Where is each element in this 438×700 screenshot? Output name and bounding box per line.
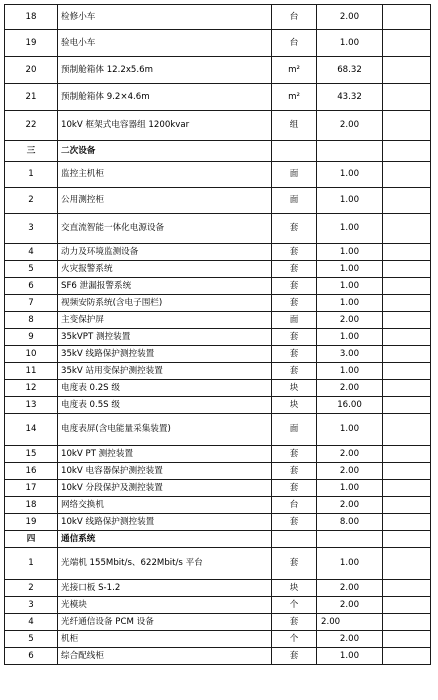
- unit-cell: 台: [272, 30, 317, 57]
- unit-cell: 台: [272, 5, 317, 30]
- item-name-cell: 监控主机柜: [58, 162, 272, 188]
- table-row: [5, 57, 431, 84]
- blank-cell: [383, 30, 431, 57]
- quantity-cell: [317, 531, 383, 548]
- item-name-cell: 10kV 框架式电容器组 1200kvar: [58, 111, 272, 141]
- row-number-cell: 3: [5, 214, 58, 244]
- table-row: [5, 648, 431, 665]
- row-number-cell: 9: [5, 329, 58, 346]
- item-name-cell: 光接口板 S-1.2: [58, 580, 272, 597]
- quantity-cell: 2.00: [317, 614, 383, 631]
- item-name-cell: 预制舱箱体 9.2×4.6m: [58, 84, 272, 111]
- table-row: [5, 295, 431, 312]
- unit-cell: [272, 141, 317, 162]
- blank-cell: [383, 446, 431, 463]
- item-name-cell: 火灾报警系统: [58, 261, 272, 278]
- item-name-cell: 光纤通信设备 PCM 设备: [58, 614, 272, 631]
- unit-cell: 块: [272, 380, 317, 397]
- table-row: [5, 84, 431, 111]
- quantity-cell: 8.00: [317, 514, 383, 531]
- blank-cell: [383, 380, 431, 397]
- unit-cell: 套: [272, 261, 317, 278]
- table-row: [5, 446, 431, 463]
- item-name-cell: 光模块: [58, 597, 272, 614]
- item-name-cell: 验电小车: [58, 30, 272, 57]
- blank-cell: [383, 84, 431, 111]
- quantity-cell: 3.00: [317, 346, 383, 363]
- quantity-cell: 2.00: [317, 5, 383, 30]
- quantity-cell: 2.00: [317, 631, 383, 648]
- quantity-cell: 1.00: [317, 261, 383, 278]
- quantity-cell: 1.00: [317, 244, 383, 261]
- row-number-cell: 2: [5, 580, 58, 597]
- table-row: [5, 162, 431, 188]
- row-number-cell: 1: [5, 162, 58, 188]
- item-name-cell: 公用测控柜: [58, 188, 272, 214]
- table-row: [5, 329, 431, 346]
- row-number-cell: 19: [5, 514, 58, 531]
- table-row: [5, 188, 431, 214]
- unit-cell: 套: [272, 480, 317, 497]
- unit-cell: 个: [272, 597, 317, 614]
- quantity-cell: 1.00: [317, 278, 383, 295]
- item-name-cell: 交直流智能一体化电源设备: [58, 214, 272, 244]
- quantity-cell: 2.00: [317, 446, 383, 463]
- item-name-cell: 35kVPT 测控装置: [58, 329, 272, 346]
- unit-cell: 套: [272, 648, 317, 665]
- item-name-cell: 通信系统: [58, 531, 272, 548]
- quantity-cell: 1.00: [317, 188, 383, 214]
- quantity-cell: 2.00: [317, 463, 383, 480]
- blank-cell: [383, 514, 431, 531]
- table-row: [5, 580, 431, 597]
- blank-cell: [383, 5, 431, 30]
- blank-cell: [383, 397, 431, 414]
- item-name-cell: 机柜: [58, 631, 272, 648]
- item-name-cell: 35kV 站用变保护测控装置: [58, 363, 272, 380]
- blank-cell: [383, 141, 431, 162]
- table-row: [5, 414, 431, 446]
- table-row: [5, 30, 431, 57]
- row-number-cell: 10: [5, 346, 58, 363]
- blank-cell: [383, 278, 431, 295]
- table-row: [5, 214, 431, 244]
- quantity-cell: 2.00: [317, 111, 383, 141]
- row-number-cell: 7: [5, 295, 58, 312]
- table-row: [5, 514, 431, 531]
- unit-cell: 面: [272, 188, 317, 214]
- blank-cell: [383, 614, 431, 631]
- blank-cell: [383, 312, 431, 329]
- table-row: [5, 111, 431, 141]
- quantity-cell: 43.32: [317, 84, 383, 111]
- item-name-cell: 光端机 155Mbit/s、622Mbit/s 平台: [58, 548, 272, 580]
- blank-cell: [383, 548, 431, 580]
- unit-cell: 套: [272, 514, 317, 531]
- blank-cell: [383, 162, 431, 188]
- unit-cell: 块: [272, 397, 317, 414]
- blank-cell: [383, 214, 431, 244]
- quantity-cell: 1.00: [317, 363, 383, 380]
- blank-cell: [383, 480, 431, 497]
- table-row: [5, 480, 431, 497]
- unit-cell: 套: [272, 363, 317, 380]
- item-name-cell: 综合配线柜: [58, 648, 272, 665]
- unit-cell: 套: [272, 278, 317, 295]
- quantity-cell: 1.00: [317, 648, 383, 665]
- row-number-cell: 3: [5, 597, 58, 614]
- row-number-cell: 8: [5, 312, 58, 329]
- item-name-cell: 网络交换机: [58, 497, 272, 514]
- row-number-cell: 2: [5, 188, 58, 214]
- item-name-cell: 动力及环境监测设备: [58, 244, 272, 261]
- table-row: [5, 244, 431, 261]
- unit-cell: 台: [272, 497, 317, 514]
- row-number-cell: 5: [5, 631, 58, 648]
- quantity-cell: 2.00: [317, 380, 383, 397]
- blank-cell: [383, 295, 431, 312]
- table-row: [5, 278, 431, 295]
- unit-cell: 套: [272, 214, 317, 244]
- table-row: [5, 261, 431, 278]
- unit-cell: [272, 531, 317, 548]
- quantity-cell: 1.00: [317, 214, 383, 244]
- item-name-cell: SF6 泄漏报警系统: [58, 278, 272, 295]
- item-name-cell: 35kV 线路保护测控装置: [58, 346, 272, 363]
- blank-cell: [383, 414, 431, 446]
- quantity-cell: 2.00: [317, 497, 383, 514]
- unit-cell: 套: [272, 463, 317, 480]
- table-row: [5, 631, 431, 648]
- table-row: [5, 397, 431, 414]
- unit-cell: m²: [272, 57, 317, 84]
- quantity-cell: 1.00: [317, 295, 383, 312]
- blank-cell: [383, 57, 431, 84]
- unit-cell: 组: [272, 111, 317, 141]
- table-row: [5, 597, 431, 614]
- quantity-cell: [317, 141, 383, 162]
- quantity-cell: 16.00: [317, 397, 383, 414]
- section-row: [5, 531, 431, 548]
- blank-cell: [383, 463, 431, 480]
- quantity-cell: 2.00: [317, 312, 383, 329]
- quantity-cell: 1.00: [317, 329, 383, 346]
- row-number-cell: 17: [5, 480, 58, 497]
- blank-cell: [383, 111, 431, 141]
- row-number-cell: 6: [5, 278, 58, 295]
- row-number-cell: 18: [5, 497, 58, 514]
- row-number-cell: 18: [5, 5, 58, 30]
- section-row: [5, 141, 431, 162]
- item-name-cell: 检修小车: [58, 5, 272, 30]
- blank-cell: [383, 329, 431, 346]
- quantity-cell: 1.00: [317, 480, 383, 497]
- table-row: [5, 463, 431, 480]
- unit-cell: m²: [272, 84, 317, 111]
- row-number-cell: 14: [5, 414, 58, 446]
- blank-cell: [383, 261, 431, 278]
- unit-cell: 块: [272, 580, 317, 597]
- row-number-cell: 20: [5, 57, 58, 84]
- quantity-cell: 1.00: [317, 162, 383, 188]
- table-row: [5, 363, 431, 380]
- quantity-cell: 1.00: [317, 30, 383, 57]
- row-number-cell: 4: [5, 614, 58, 631]
- row-number-cell: 四: [5, 531, 58, 548]
- blank-cell: [383, 497, 431, 514]
- item-name-cell: 电度表 0.5S 级: [58, 397, 272, 414]
- item-name-cell: 电度表 0.2S 级: [58, 380, 272, 397]
- blank-cell: [383, 363, 431, 380]
- row-number-cell: 19: [5, 30, 58, 57]
- row-number-cell: 13: [5, 397, 58, 414]
- quantity-cell: 2.00: [317, 597, 383, 614]
- item-name-cell: 10kV PT 测控装置: [58, 446, 272, 463]
- blank-cell: [383, 244, 431, 261]
- equipment-table-body: [5, 5, 431, 665]
- unit-cell: 套: [272, 446, 317, 463]
- unit-cell: 套: [272, 346, 317, 363]
- row-number-cell: 5: [5, 261, 58, 278]
- item-name-cell: 二次设备: [58, 141, 272, 162]
- row-number-cell: 6: [5, 648, 58, 665]
- item-name-cell: 10kV 分段保护及测控装置: [58, 480, 272, 497]
- unit-cell: 套: [272, 329, 317, 346]
- quantity-cell: 1.00: [317, 548, 383, 580]
- row-number-cell: 11: [5, 363, 58, 380]
- item-name-cell: 电度表屏(含电能量采集装置): [58, 414, 272, 446]
- quantity-cell: 2.00: [317, 580, 383, 597]
- blank-cell: [383, 597, 431, 614]
- table-row: [5, 380, 431, 397]
- item-name-cell: 10kV 线路保护测控装置: [58, 514, 272, 531]
- table-row: [5, 5, 431, 30]
- equipment-table: [4, 4, 431, 665]
- table-row: [5, 497, 431, 514]
- table-row: [5, 548, 431, 580]
- blank-cell: [383, 531, 431, 548]
- blank-cell: [383, 188, 431, 214]
- unit-cell: 套: [272, 244, 317, 261]
- row-number-cell: 21: [5, 84, 58, 111]
- item-name-cell: 视频安防系统(含电子围栏): [58, 295, 272, 312]
- unit-cell: 面: [272, 414, 317, 446]
- blank-cell: [383, 648, 431, 665]
- row-number-cell: 三: [5, 141, 58, 162]
- item-name-cell: 预制舱箱体 12.2x5.6m: [58, 57, 272, 84]
- unit-cell: 套: [272, 548, 317, 580]
- unit-cell: 面: [272, 162, 317, 188]
- unit-cell: 面: [272, 312, 317, 329]
- blank-cell: [383, 580, 431, 597]
- table-row: [5, 312, 431, 329]
- quantity-cell: 1.00: [317, 414, 383, 446]
- row-number-cell: 16: [5, 463, 58, 480]
- unit-cell: 套: [272, 295, 317, 312]
- quantity-cell: 68.32: [317, 57, 383, 84]
- item-name-cell: 主变保护屏: [58, 312, 272, 329]
- row-number-cell: 22: [5, 111, 58, 141]
- row-number-cell: 1: [5, 548, 58, 580]
- table-row: [5, 346, 431, 363]
- item-name-cell: 10kV 电容器保护测控装置: [58, 463, 272, 480]
- blank-cell: [383, 631, 431, 648]
- unit-cell: 套: [272, 614, 317, 631]
- table-row: [5, 614, 431, 631]
- row-number-cell: 12: [5, 380, 58, 397]
- unit-cell: 个: [272, 631, 317, 648]
- blank-cell: [383, 346, 431, 363]
- row-number-cell: 15: [5, 446, 58, 463]
- row-number-cell: 4: [5, 244, 58, 261]
